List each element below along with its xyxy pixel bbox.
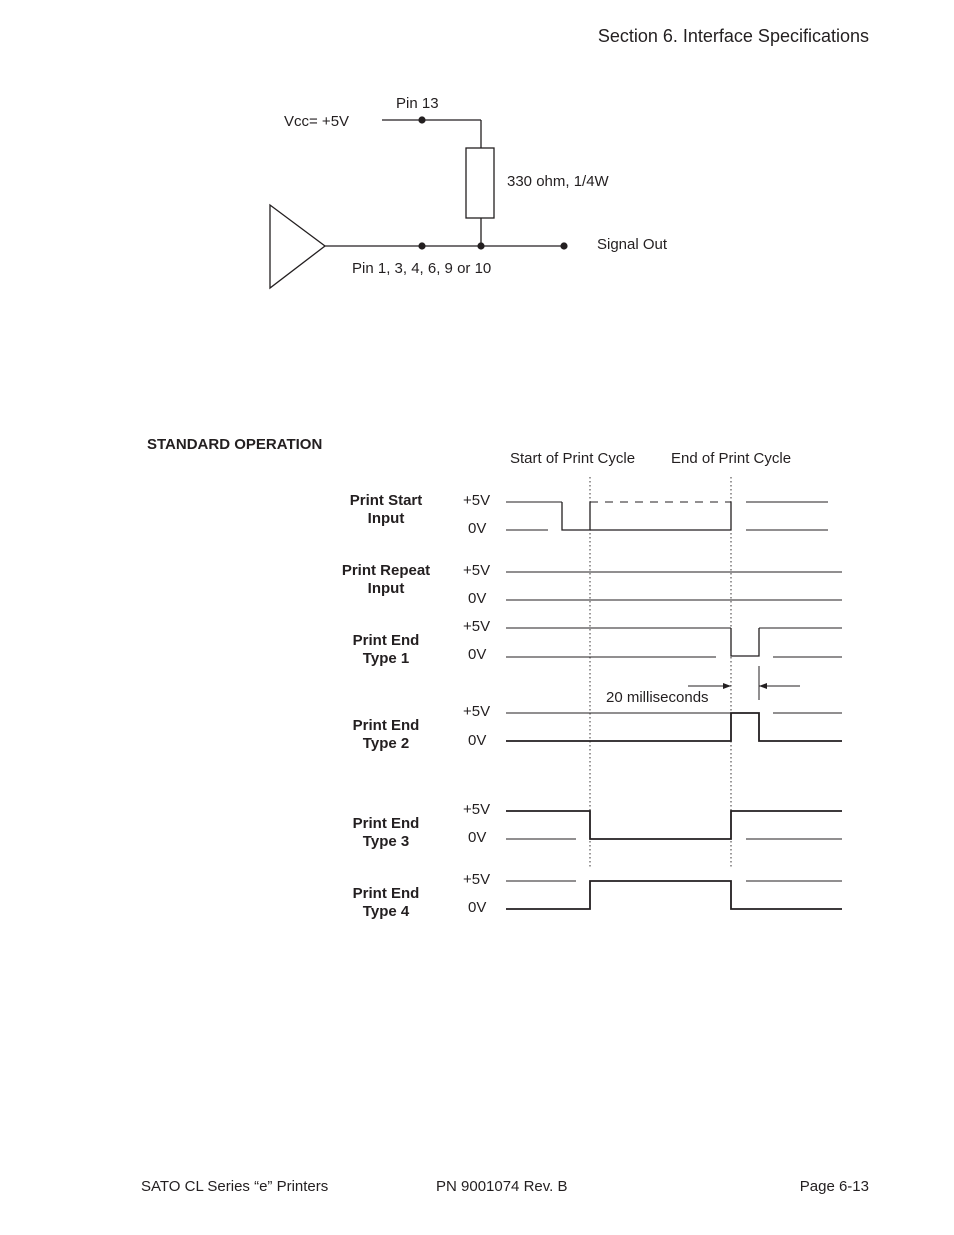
signal-print-end-type4 [326, 885, 446, 921]
signal-print-end-type2 [326, 717, 446, 753]
signal-name-line2: Input [367, 580, 405, 597]
signal-name-line2: Type 3 [362, 833, 410, 850]
print-end-type3-signal [506, 811, 842, 839]
print-start-cycle [590, 502, 731, 530]
ms-label: 20 milliseconds [606, 689, 709, 706]
signal-name-line1: Print End [352, 885, 420, 902]
footer-product: SATO CL Series “e” Printers [141, 1178, 329, 1195]
print-end-type4-signal [506, 881, 842, 909]
ms-arrow-right [759, 683, 767, 689]
signal-out-dot [560, 242, 567, 249]
start-cycle-label: Start of Print Cycle [510, 450, 636, 467]
signal-print-end-type1 [326, 632, 446, 668]
buffer-triangle [270, 205, 325, 288]
footer-part-number: PN 9001074 Rev. B [436, 1178, 568, 1195]
signal-name-line1: Print Repeat [341, 562, 431, 579]
section-header: Section 6. Interface Specifications [597, 26, 869, 46]
print-start-pulse [562, 502, 590, 530]
print-start-waveform [506, 502, 828, 530]
volt-high-label: +5V [463, 618, 491, 635]
vcc-label: Vcc= +5V [284, 113, 350, 130]
volt-high-label: +5V [463, 703, 491, 720]
print-end-type1-waveform [506, 628, 842, 657]
signal-name-line2: Type 1 [362, 650, 410, 667]
resistor-label: 330 ohm, 1/4W [507, 173, 609, 190]
ms-arrow-left [723, 683, 731, 689]
volt-high-label: +5V [463, 492, 491, 509]
volt-high-label: +5V [463, 562, 491, 579]
pin13-dot [418, 116, 425, 123]
volt-low-label: 0V [468, 520, 487, 537]
volt-low-label: 0V [468, 899, 487, 916]
volt-high-label: +5V [463, 871, 491, 888]
volt-low-label: 0V [468, 590, 487, 607]
print-end-type1-pulse [731, 628, 759, 656]
resistor [466, 148, 494, 218]
signal-name-line2: Input [367, 510, 405, 527]
volt-high-label: +5V [463, 801, 491, 818]
volt-low-label: 0V [468, 732, 487, 749]
signal-name-line1: Print Start [349, 492, 423, 509]
signal-name-line1: Print End [352, 632, 420, 649]
volt-low-label: 0V [468, 646, 487, 663]
volt-low-label: 0V [468, 829, 487, 846]
junction-dot [477, 242, 484, 249]
signal-name-line1: Print End [352, 815, 420, 832]
signal-name-line2: Type 2 [362, 735, 410, 752]
standard-operation-title: STANDARD OPERATION [147, 436, 323, 453]
signal-print-start [326, 492, 446, 528]
signal-print-repeat [326, 562, 446, 598]
pins-label: Pin 1, 3, 4, 6, 9 or 10 [352, 260, 492, 277]
signal-name-line1: Print End [352, 717, 420, 734]
print-repeat-waveform [506, 572, 842, 600]
signal-out-label: Signal Out [597, 236, 668, 253]
signal-print-end-type3 [326, 815, 446, 851]
end-cycle-label: End of Print Cycle [671, 450, 792, 467]
pin13-label: Pin 13 [396, 95, 439, 112]
footer-page-number: Page 6-13 [799, 1178, 869, 1195]
pin-dot [418, 242, 425, 249]
signal-name-line2: Type 4 [362, 903, 410, 920]
print-end-type2-pulse [506, 713, 842, 741]
